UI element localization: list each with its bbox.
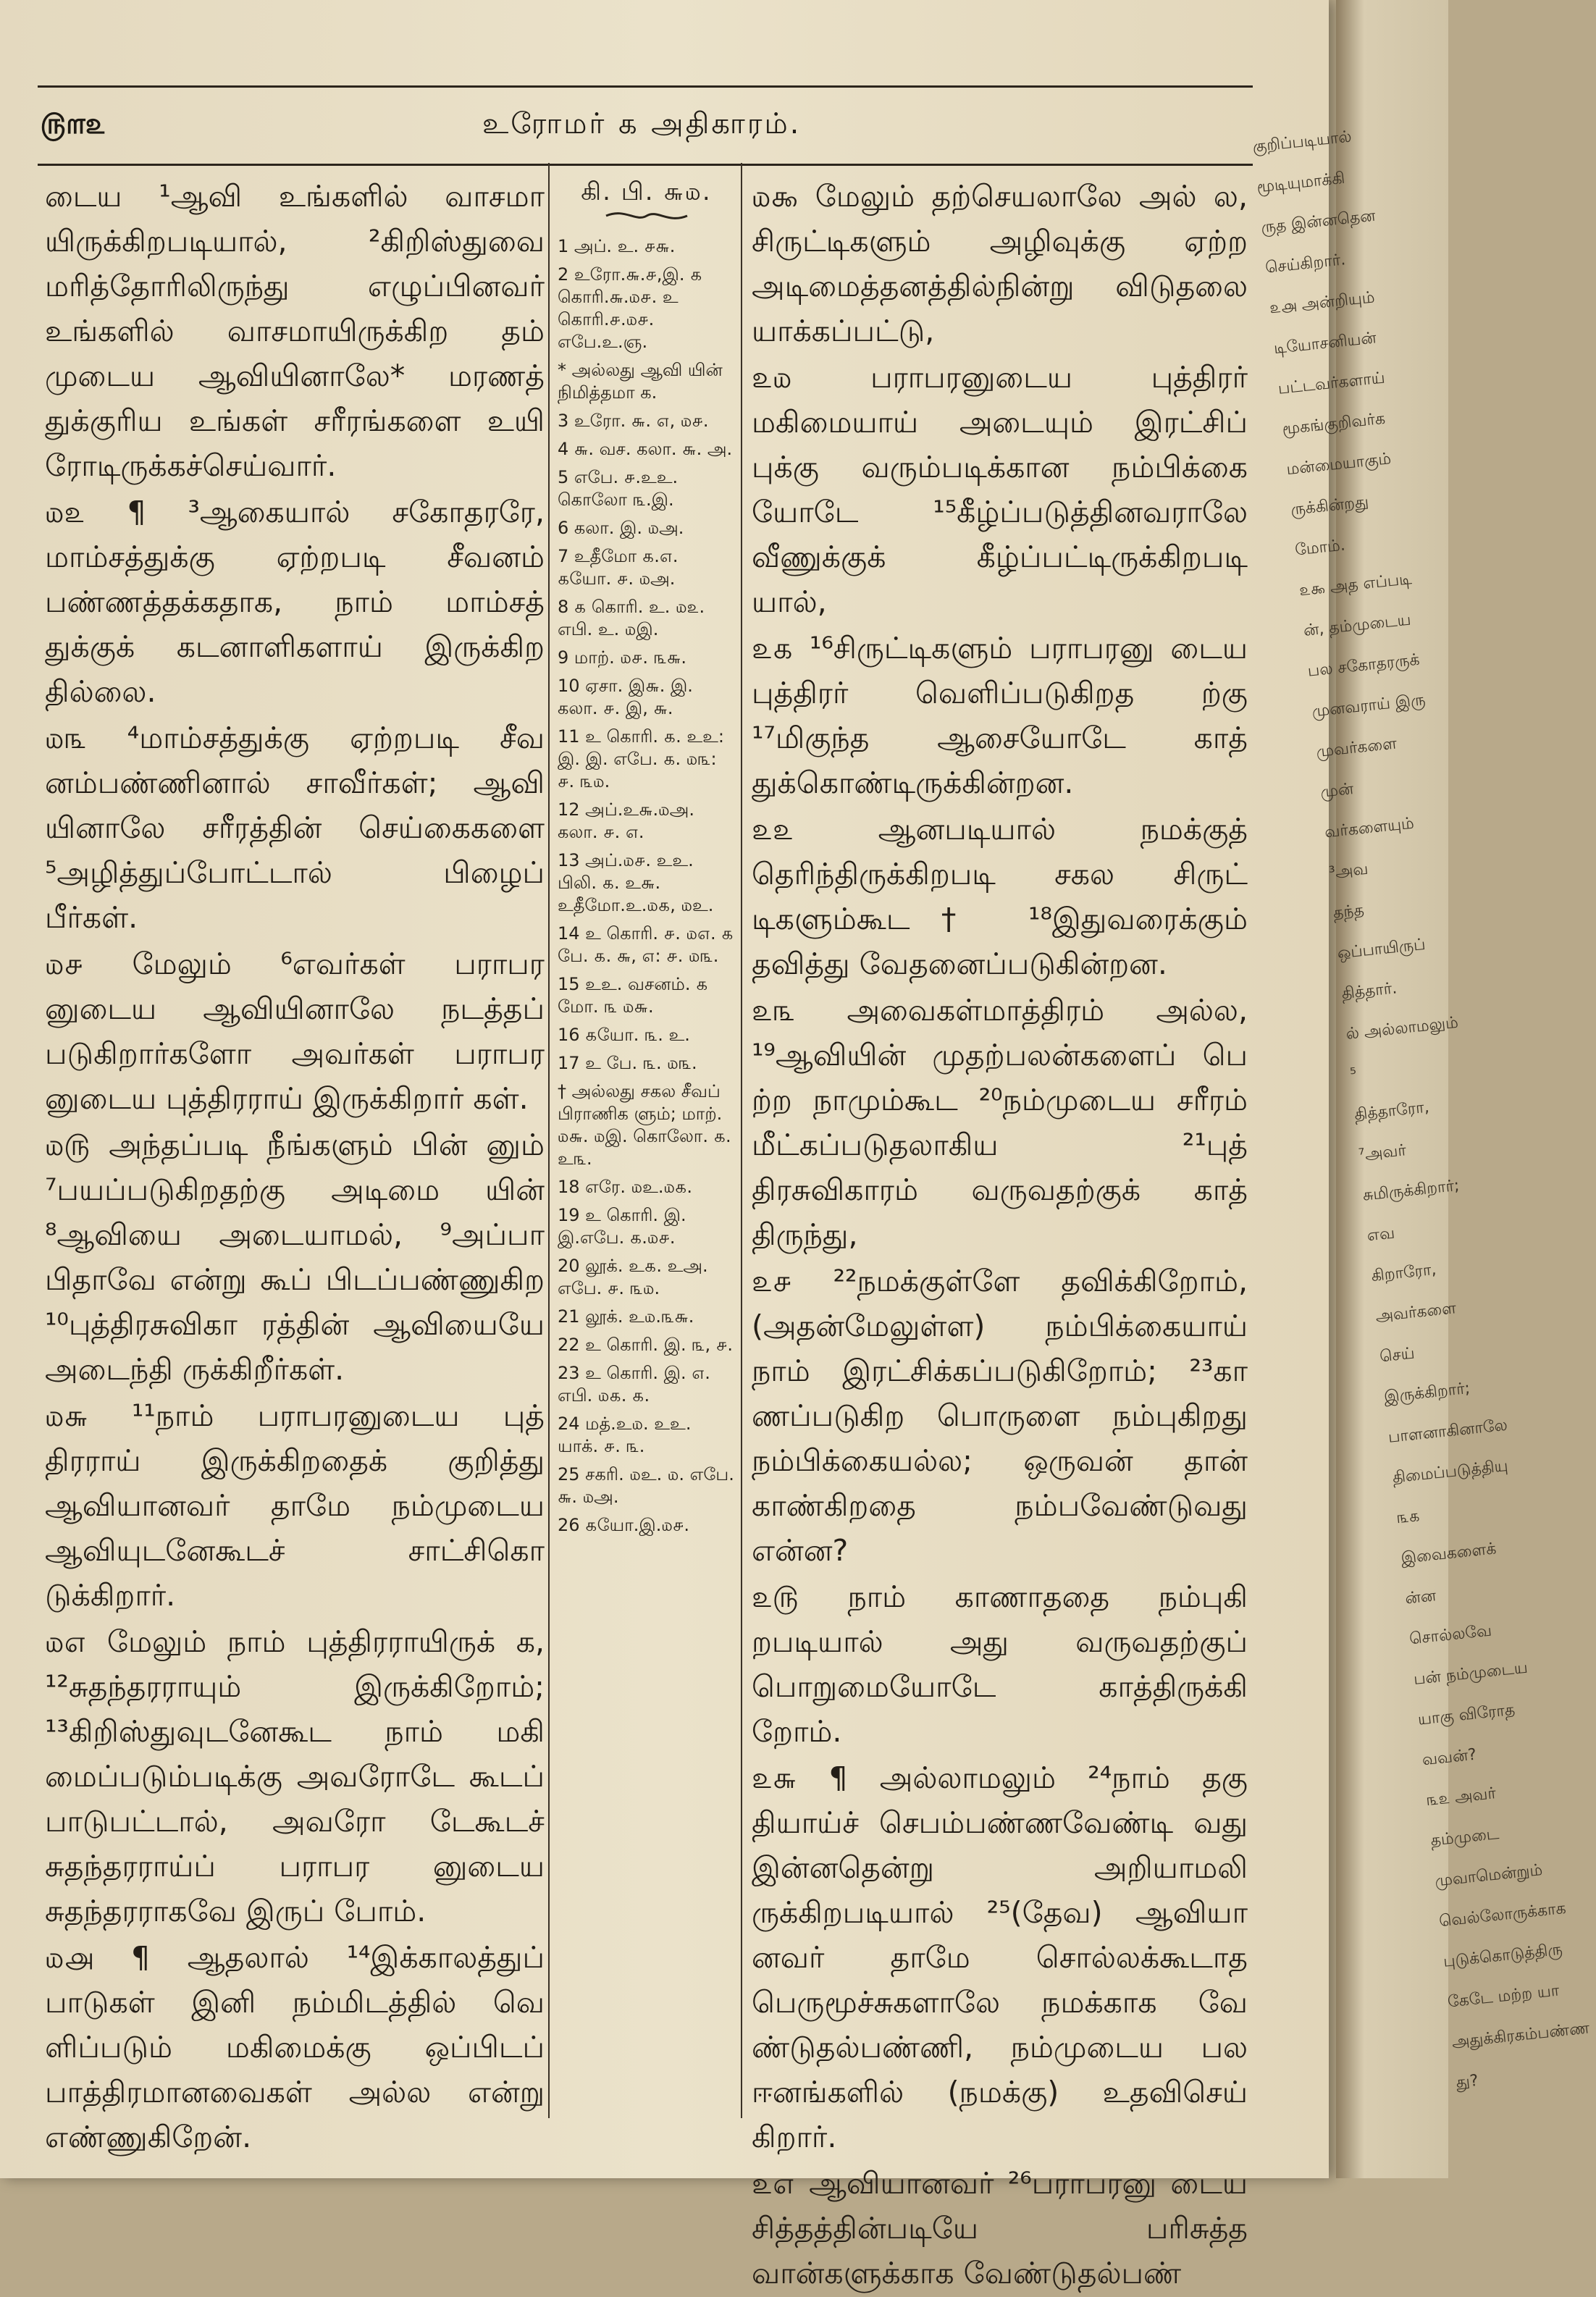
cross-reference: 6 கலா. இ. ௰அ.	[558, 518, 684, 538]
right-text-column	[752, 174, 1248, 2297]
verse-paragraph: ௰௭ மேலும் நாம் புத்திரராயிருக் க, ¹²சுதந்தரராயும் இருக்கிறோம்; ¹³கிறிஸ்துவுடனேகூட நாம் மகி மைப்படும்படிக்கு அவரோடே கூடப் பாடுபட்டால், அவரோ டேகூடச் சுதந்தரராய்ப் பராபர னுடைய சுதந்தரராகவே இருப் போம்.	[45, 1624, 545, 1928]
verse-paragraph: ௰௮ ¶ ஆதலால் ¹⁴இக்காலத்துப் பாடுகள் இனி நம்மிடத்தில் வெ ளிப்படும் மகிமைக்கு ஒப்பிடப் பாத்திரமானவைகள் அல்ல என்று எண்ணுகிறேன்.	[45, 1940, 545, 2154]
page-header	[38, 85, 1253, 166]
verse-paragraph: ௨௨ ஆனபடியால் நமக்குத் தெரிந்திருக்கிறபடி சகல சிருட் டிகளும்கூட† ¹⁸இதுவரைக்கும் தவித்து வேதனைப்படுகின்றன.	[752, 812, 1248, 981]
cross-reference: 16 ௧யோ. ௩. உ.	[558, 1025, 690, 1045]
verse-paragraph: ௰௨ ¶ ³ஆகையால் சகோதரரே, மாம்சத்துக்கு ஏற்றபடி சீவனம் பண்ணத்தக்கதாக, நாம் மாம்சத் துக்குக் கடனாளிகளாய் இருக்கிற தில்லை.	[45, 495, 545, 709]
cross-reference: 7 உதீமோ ௧.௭. ௧யோ. ௪. ௰அ.	[558, 546, 679, 589]
verse-paragraph: ௨௩ அவைகள்மாத்திரம் அல்ல, ¹⁹ஆவியின் முதற்பலன்களைப் பெ ற்ற நாமும்கூட ²⁰நம்முடைய சரீரம் மீட்கப்படுதலாகிய ²¹புத் திரசுவிகாரம் வருவதற்குக் காத் திருந்து,	[752, 993, 1248, 1252]
verse-paragraph: ௰௩ ⁴மாம்சத்துக்கு ஏற்றபடி சீவ னம்பண்ணினால் சாவீர்கள்; ஆவி யினாலே சரீரத்தின் செய்கைகளை ⁵அழித்துப்போட்டால் பிழைப் பீர்கள்.	[45, 721, 545, 935]
cross-reference: 5 எபே. ௪.உஉ. கொலோ ௩.இ.	[558, 467, 679, 510]
verse-paragraph: ௰௫ அந்தப்படி நீங்களும் பின் னும் ⁷பயப்படுகிறதற்கு அடிமை யின் ⁸ஆவியை அடையாமல், ⁹அப்பா பிதாவே என்று கூப் பிடப்பண்ணுகிற ¹⁰புத்திரசுவிகா ரத்தின் ஆவியையே அடைந்தி ருக்கிறீர்கள்.	[45, 1127, 545, 1387]
facing-page-edge	[1251, 0, 1591, 2178]
cross-reference: 1 அப். உ. ௪௬.	[558, 236, 676, 256]
cross-reference: 4 ௬. வச. கலா. ௬. அ.	[558, 439, 733, 459]
cross-reference: 18 எரே. ௰உ.௰௧.	[558, 1177, 693, 1197]
cross-reference: 22 உ கொரி. இ. ௩, ௪.	[558, 1335, 733, 1355]
cross-reference: 17 உ பே. ௩. ௰௩.	[558, 1053, 697, 1073]
cross-reference: 24 மத்.உ௰. உஉ. யாக். ௪. ௩.	[558, 1414, 692, 1456]
verse-paragraph: ௨௪ ²²நமக்குள்ளே தவிக்கிறோம், (அதன்மேலுள்ள) நம்பிக்கையாய் நாம் இரட்சிக்கப்படுகிறோம்; ²³கா ணப்படுகிற பொருளை நம்புகிறது நம்பிக்கையல்ல; ஒருவன் தான் காண்கிறதை நம்பவேண்டுவது என்ன?	[752, 1264, 1248, 1568]
cross-reference: 9 மாற். ௰௪. ௩௬.	[558, 647, 686, 668]
cross-reference: 14 உ கொரி. ௪. ௰௭. ௧ பே. ௧. ௬, ௭: ௪. ௰௩.	[558, 923, 734, 966]
cross-reference: 11 உ கொரி. ௧. உஉ: இ. இ. எபே. ௧. ௰௩: ௪. ௩௰.	[558, 726, 724, 791]
verse-paragraph: ௨௰ பராபரனுடைய புத்திரர் மகிமையாய் அடையும் இரட்சிப் புக்கு வரும்படிக்கான நம்பிக்கை யோடே ¹⁵கீழ்ப்படுத்தினவராலே வீணுக்குக் கீழ்ப்பட்டிருக்கிறபடி யால்,	[752, 360, 1248, 619]
era-heading: கி. பி. ௬௰.	[581, 177, 712, 206]
cross-reference: 15 உஉ. வசனம். ௧ மோ. ௩ ௰௬.	[558, 974, 708, 1017]
cross-reference: 23 உ கொரி. இ. ௭. எபி. ௰௧. ௧.	[558, 1363, 710, 1406]
facing-page-text: குறிப்படியால் மூடியுமாக்கி ருத இன்னதென செய்கிறார். ௨௮ அன்றியும் டியோசனியன் பட்டவர்களாய் மூகங்குறிவர்க மன்மையாகும் ருக்கின்றது மோம். ௨௯ அத எப்படி ன், தம்முடைய பல சகோதரருக் முனவராய் இரு முவர்களை முன் வர்களையும் ³அவ தந்த ஒப்பாயிருப் தித்தார். ல் அல்லாமலும் ⁵ தித்தாரோ, ⁷அவர் சுமிருக்கிறார்; எவ கிறாரோ, அவர்களை செய் இருக்கிறார்; பாளனாகினாலே திமைப்படுத்தியு ௩௧ இவைகளைக் ன்ன சொல்லவே பன் நம்முடைய யாகு விரோத வவன்? ௩௨ அவர் தம்முடை முவாமென்றும் வெல்லோருக்காக புடுக்கொடுத்திரு கேடே மற்ற யா அதுக்கிரகம்பண்ண து?	[1251, 127, 1591, 2092]
running-title: உரோமர் ௧ அதிகாரம்.	[482, 107, 802, 140]
cross-reference: 8 ௧ கொரி. உ. ௰௨. எபி. உ. ௰இ.	[558, 597, 705, 639]
verse-paragraph: ௨௬ ¶ அல்லாமலும் ²⁴நாம் தகு தியாய்ச் செபம்பண்ணவேண்டி வது இன்னதென்று அறியாமலி ருக்கிறபடியால் ²⁵(தேவ) ஆவியா னவர் தாமே சொல்லக்கூடாத பெருமூச்சுகளாலே நமக்காக வே ண்டுதல்பண்ணி, நம்முடைய பல ஈனங்களில் (நமக்கு) உதவிசெய் கிறார்.	[752, 1760, 1248, 2154]
cross-reference-column	[558, 177, 735, 1542]
cross-reference: 25 சகரி. ௰உ. ௰. எபே. ௬. ௰அ.	[558, 1464, 734, 1507]
cross-reference: 3 உரோ. ௬. ௭, ௰௪.	[558, 411, 709, 431]
cross-reference: 20 லூக். உ௧. உஅ. எபே. ௪. ௩௰.	[558, 1256, 708, 1298]
cross-reference: 2 உரோ.௬.௪,இ. ௧ கொரி.௬.௰௪. உ கொரி.௪.௰௪. எபே.உ.ஞ.	[558, 264, 702, 352]
cross-reference: 26 ௧யோ.இ.௰௪.	[558, 1515, 689, 1535]
verse-paragraph: டைய ¹ஆவி உங்களில் வாசமா யிருக்கிறபடியால், ²கிறிஸ்துவை மரித்தோரிலிருந்து எழுப்பினவர் உங்களில் வாசமாயிருக்கிற தம் முடைய ஆவியினாலே* மரணத் துக்குரிய உங்கள் சரீரங்களை உயி ரோடிருக்கச்செய்வார்.	[45, 179, 545, 483]
cross-reference: 19 உ கொரி. இ. இ.எபே. ௧.௰௪.	[558, 1205, 686, 1248]
cross-reference: 12 அப்.உ௬.௰அ. கலா. ௪. ௭.	[558, 799, 694, 842]
cross-reference: 21 லூக். உ௰.௩௬.	[558, 1306, 694, 1327]
ornament-flourish	[603, 208, 690, 224]
verse-paragraph: ௨௫ நாம் காணாததை நம்புகி றபடியால் அது வருவதற்குப் பொறுமையோடே காத்திருக்கி றோம்.	[752, 1579, 1248, 1749]
verse-paragraph: ௰௪ மேலும் ⁶எவர்கள் பராபர னுடைய ஆவியினாலே நடத்தப் படுகிறார்களோ அவர்கள் பராபர னுடைய புத்திரராய் இருக்கிறார் கள்.	[45, 946, 545, 1116]
cross-reference: * அல்லது ஆவி யின் நிமித்தமா க.	[558, 360, 723, 403]
verse-paragraph: ௰௯ மேலும் தற்செயலாலே அல் ல, சிருட்டிகளும் அழிவுக்கு ஏற்ற அடிமைத்தனத்தில்நின்று விடுதலை யாக்கப்பட்டு,	[752, 179, 1248, 348]
cross-reference: † அல்லது சகல சீவப் பிராணிக ளும்; மாற். ௰௬. ௰இ. கொலோ. ௧. உ௩.	[558, 1081, 731, 1169]
cross-reference: 10 ஏசா. இ௬. இ. கலா. ௪. இ, ௬.	[558, 676, 693, 718]
verse-paragraph: ௨௧ ¹⁶சிருட்டிகளும் பராபரனு டைய புத்திரர் வெளிப்படுகிறத ற்கு ¹⁷மிகுந்த ஆசையோடே காத் துக்கொண்டிருக்கின்றன.	[752, 631, 1248, 800]
page-number: ௫௱௨	[41, 107, 106, 140]
cross-reference: 13 அப்.௰௪. உஉ. பிலி. ௧. உ௬. உதீமோ.உ.௰௧, ௰உ.	[558, 850, 714, 915]
column-rule-left	[548, 163, 550, 2118]
left-text-column	[45, 174, 545, 2161]
verse-paragraph: ௰௬ ¹¹நாம் பராபரனுடைய புத் திரராய் இருக்கிறதைக் குறித்து ஆவியானவர் தாமே நம்முடைய ஆவியுடனேகூடச் சாட்சிகொ டுக்கிறார்.	[45, 1398, 545, 1613]
verse-paragraph: ௨௭ ஆவியானவர் ²⁶பராபரனு டைய சித்தத்தின்படியே பரிசுத்த வான்களுக்காக வேண்டுதல்பண்	[752, 2166, 1248, 2290]
column-rule-right	[741, 163, 742, 2118]
